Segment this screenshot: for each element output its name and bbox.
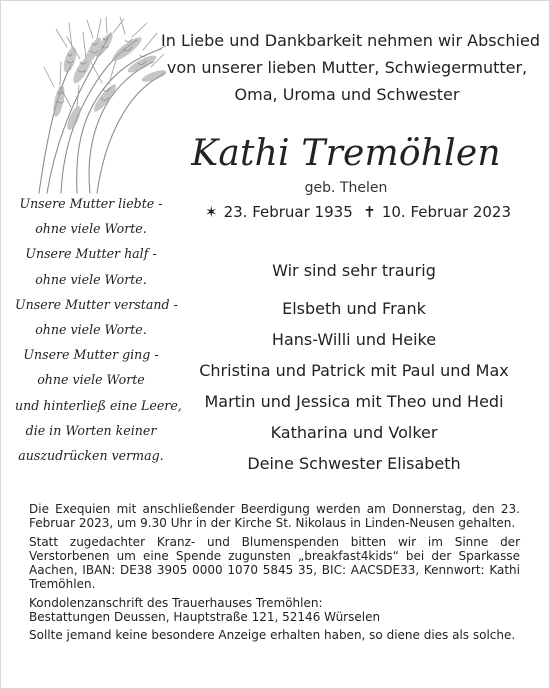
poem-line: auszudrücken vermag. xyxy=(18,448,164,464)
memorial-poem xyxy=(15,191,182,468)
death-date: 10. Februar 2023 xyxy=(381,203,511,221)
closing-notice: Sollte jemand keine besondere Anzeige erhalten haben, so diene dies als solche. xyxy=(29,628,516,642)
mourner-name: Hans-Willi und Heike xyxy=(271,330,437,349)
poem-line: Unsere Mutter verstand - xyxy=(15,296,178,312)
birth-date-group xyxy=(205,202,353,222)
poem-line: Unsere Mutter liebte - xyxy=(19,196,163,211)
birth-name: geb. Thelen xyxy=(304,180,388,196)
mourner-name: Christina und Patrick mit Paul und Max xyxy=(199,361,509,380)
funeral-notices xyxy=(29,502,520,647)
poem-line: Unsere Mutter ging - xyxy=(23,347,159,363)
condolence-address xyxy=(29,596,520,624)
poem-line: Unsere Mutter half - xyxy=(25,246,157,262)
condolence-line: Kondolenzanschrift des Trauerhauses Tremöhlen: xyxy=(29,596,323,610)
mourner-name: Elsbeth und Frank xyxy=(282,299,426,318)
intro-line: von unserer lieben Mutter, Schwiegermutter, xyxy=(166,58,528,77)
poem-line: ohne viele Worte. xyxy=(35,271,147,287)
death-date-group xyxy=(363,202,511,222)
mourning-heading: Wir sind sehr traurig xyxy=(272,261,436,280)
funeral-information: Die Exequien mit anschließender Beerdigung werden am Donnerstag, den 23. Februar 2023, um 9.30 Uhr in der Kirche St. Nikolaus in Linden-Neusen gehalten. xyxy=(29,502,520,530)
mourner-name: Deine Schwester Elisabeth xyxy=(247,454,461,473)
birth-date: 23. Februar 1935 xyxy=(223,203,353,221)
deceased-name: Kathi Tremöhlen xyxy=(191,133,501,174)
poem-line: und hinterließ eine Leere, xyxy=(15,397,182,413)
death-cross-icon: ✝ xyxy=(363,203,376,221)
life-dates xyxy=(205,202,525,226)
mourner-name: Martin und Jessica mit Theo und Hedi xyxy=(204,392,504,411)
intro-line: In Liebe und Dankbarkeit nehmen wir Abschied xyxy=(161,31,540,50)
poem-line: die in Worten keiner xyxy=(25,422,157,438)
birth-star-icon: ✶ xyxy=(205,203,218,221)
poem-line: ohne viele Worte. xyxy=(35,322,147,338)
intro-line: Oma, Uroma und Schwester xyxy=(234,85,460,104)
condolence-line: Bestattungen Deussen, Hauptstraße 121, 52146 Würselen xyxy=(29,610,381,624)
wheat-ears-icon xyxy=(25,15,175,197)
introduction-text xyxy=(161,27,540,108)
mourner-name: Katharina und Volker xyxy=(270,423,438,442)
poem-line: ohne viele Worte xyxy=(37,372,145,388)
donation-information: Statt zugedachter Kranz- und Blumenspenden bitten wir im Sinne der Verstorbenen um eine Spende zugunsten „breakfast4kids“ bei der Sparkasse Aachen, IBAN: DE38 3905 0000 1070 5845 35, BIC: AACSDE33, Kennwort: Kathi Tremöhlen. xyxy=(29,535,520,591)
poem-line: ohne viele Worte. xyxy=(35,221,147,237)
mourners-list xyxy=(186,256,522,479)
